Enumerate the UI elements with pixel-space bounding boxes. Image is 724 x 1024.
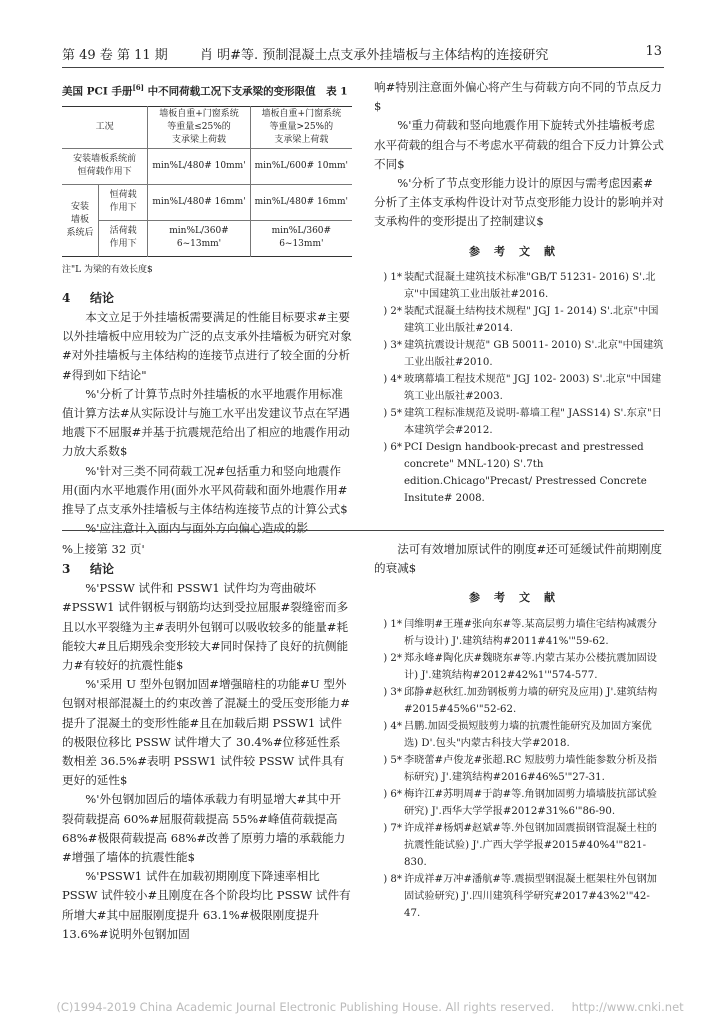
paragraph: %'重力荷载和竖向地震作用下旋转式外挂墙板考虑水平荷载的组合与不考虑水平荷载的组合下反力计算公式不同$: [374, 118, 664, 171]
reference-item: ) 2* 装配式混凝土结构技术规程" JGJ 1- 2014) S'.北京"中国建筑工业出版社#2014.: [383, 305, 659, 334]
table-cell: min%L/480# 16mm': [254, 196, 348, 207]
journal-issue: 第 49 卷 第 11 期: [62, 48, 168, 63]
upper-right-column: [374, 78, 664, 507]
paragraph: %'PSSW 试件和 PSSW1 试件均为弯曲破坏#PSSW1 试件钢板与钢筋均达到受拉屈服#裂缝密而多且以水平裂缝为主#表明外包钢可以吸收较多的能量#耗能较大#且后期残余变形较大#同时保持了良好的抗侧能力#有较好的抗震性能$: [62, 581, 349, 673]
table-cell: min%L/360# 6~13mm': [271, 226, 332, 250]
lower-right-column: [374, 540, 664, 922]
table-cell: min%L/360# 6~13mm': [148, 220, 250, 256]
running-header: [62, 44, 662, 64]
table-cell: min%L/480# 16mm': [148, 184, 250, 220]
header-title: 预制混凝土点支承外挂墙板与主体结构的连接研究: [262, 48, 549, 63]
page-number: 13: [645, 44, 662, 59]
paragraph: %'应注意计入面内与面外方向偏心造成的影: [85, 521, 309, 536]
paragraph: %'PSSW1 试件在加载初期刚度下降速率相比 PSSW 试件较小#且刚度在各个阶段均比 PSSW 试件有所增大#其中屈服刚度提升 63.1%#极限刚度提升 13.6%#说明外包钢加固: [62, 869, 351, 941]
header-rule: [62, 67, 664, 68]
table-header-col2: 墙板自重+门窗系统 等重量>25%的 支承梁上荷载: [261, 108, 342, 145]
reference-item: ) 5* 建筑工程标准规范及说明-幕墙工程" JASS14) S'.东京"日本建筑学会#2012.: [383, 407, 662, 436]
paragraph: %'针对三类不同荷载工况#包括重力和竖向地震作用(面内水平地震作用(面外水平风荷载和面外地震作用#推导了点支承外挂墙板与主体结构连接节点的计算公式$: [62, 463, 348, 516]
table-note: 注"L 为梁的有效长度$: [62, 264, 153, 275]
copyright-footer: [30, 1000, 710, 1014]
header-left: [62, 44, 548, 63]
reference-item: ) 6* 梅许江#苏明周#于韵#等.角钢加固剪力墙墙肢抗部试验研究) J'.西华大学学报#2012#31%6'"86-90.: [383, 788, 657, 817]
paragraph: 法可有效增加原试件的刚度#还可延缓试件前期刚度的衰减$: [374, 542, 662, 576]
header-authors: 肖 明#等.: [200, 48, 259, 63]
table-row-label: 恒荷载 作用下: [99, 184, 148, 220]
reference-list: [374, 269, 664, 507]
continuation-note: %上接第 32 页': [62, 542, 145, 556]
table-cell: min%L/480# 10mm': [148, 148, 250, 184]
deformation-limit-table: [62, 106, 352, 257]
paragraph: 本文立足于外挂墙板需要满足的性能目标要求#主要以外挂墙板中应用较为广泛的点支承外挂墙板为研究对象#对外挂墙板与主体结构的连接节点进行了较全面的分析#得到如下结论": [62, 309, 352, 382]
reference-item: ) 4* 吕鹏.加固受损短肢剪力墙的抗震性能研究及加固方案优选) D'.包头"内蒙古科技大学#2018.: [383, 720, 652, 749]
reference-item: ) 3* 邱静#赵秋红.加劲钢板剪力墙的研究及应用) J'.建筑结构#2015#45%6'"52-62.: [383, 686, 658, 715]
reference-item: ) 5* 李晓蕾#卢俊龙#张超.RC 短肢剪力墙性能参数分析及指标研究) J'.建筑结构#2016#46%5'"27-31.: [383, 754, 657, 783]
reference-item: ) 1* 闫维明#王瑾#张向东#等.某高层剪力墙住宅结构减震分析与设计) J'.建筑结构#2011#41%'"59-62.: [383, 618, 657, 647]
paragraph: %'分析了节点变形能力设计的原因与需考虑因素#分析了主体支承构件设计对节点变形能力设计的影响并对支承构件的变形提出了控制建议$: [374, 176, 664, 229]
table-group-label: 安装 墙板 系统后: [62, 184, 99, 256]
upper-left-column: [62, 78, 352, 538]
section-heading-3: 3 结论: [62, 562, 115, 577]
table-caption: 美国 PCI 手册[6] 中不同荷载工况下支承梁的变形限值 表 1: [62, 83, 348, 98]
reference-item: ) 6* PCI Design handbook-precast and prestressed concrete" MNL-120) S'.7th edition.Chicago"Precast/ Prestressed Concrete Insitute# 2008.: [383, 441, 647, 504]
paragraph: 响#特别注意面外偏心将产生与荷载方向不同的节点反力$: [374, 80, 662, 114]
reference-list: [374, 616, 664, 922]
table-header-case: 工况: [62, 106, 148, 148]
reference-item: ) 4* 玻璃幕墙工程技术规范" JGJ 102- 2003) S'.北京"中国建筑工业出版社#2003.: [383, 373, 662, 402]
table-row-label: 安装墙板系统前 恒荷载作用下: [62, 148, 148, 184]
references-title: 参考文献: [469, 244, 569, 258]
lower-left-column: [62, 540, 352, 944]
reference-item: ) 1* 装配式混凝土建筑技术标准"GB/T 51231- 2016) S'.北京"中国建筑工业出版社#2016.: [383, 271, 656, 300]
paragraph: %'外包钢加固后的墙体承载力有明显增大#其中开裂荷载提高 60%#屈服荷载提高 55%#峰值荷载提高 68%#极限荷载提高 68%#改善了原剪力墙的承载能力#增强了墙体的抗震性能$: [62, 792, 346, 865]
copyright-text: (C)1994-2019 China Academic Journal Electronic Publishing House. All rights reserved.: [56, 1000, 555, 1014]
section-heading-4: 4 结论: [62, 290, 115, 305]
reference-item: ) 2* 郑永峰#陶化庆#魏晓东#等.内蒙古某办公楼抗震加固设计) J'.建筑结构#2012#42%1'"574-577.: [383, 652, 657, 681]
reference-item: ) 8* 许成祥#万冲#潘航#等.震损型钢混凝土框架柱外包钢加固试验研究) J'.四川建筑科学研究#2017#43%2'"42-47.: [383, 873, 657, 919]
reference-item: ) 3* 建筑抗震设计规范" GB 50011- 2010) S'.北京"中国建筑工业出版社#2010.: [383, 339, 664, 368]
table-cell: min%L/600# 10mm': [254, 160, 348, 171]
cnki-link[interactable]: http://www.cnki.net: [571, 1000, 684, 1014]
table-row-label: 活荷载 作用下: [99, 220, 148, 256]
reference-item: ) 7* 许成祥#杨炳#赵斌#等.外包钢加固震损钢管混凝土柱的抗震性能试验) J'.广西大学学报#2015#40%4'"821-830.: [383, 822, 657, 868]
article-separator-rule: [62, 530, 664, 531]
paragraph: %'采用 U 型外包钢加固#增强暗柱的功能#U 型外包钢对根部混凝土的约束改善了混凝土的受压变形能力#提升了混凝土的变形性能#且在加载后期 PSSW1 试件的极限位移比 PSSW 试件增大了 30.4%#位移延性系数相差 36.5%#表明 PSSW1 试件较 PSSW 试件具有更好的延性$: [62, 677, 350, 788]
paragraph: %'分析了计算节点时外挂墙板的水平地震作用标准值计算方法#从实际设计与施工水平出发建议节点在罕遇地震下不屈服#并基于抗震规范给出了相应的地震作用动力放大系数$: [62, 386, 350, 459]
references-title: 参考文献: [469, 591, 569, 605]
table-header-col1: 墙板自重+门窗系统 等重量≤25%的 支承梁上荷载: [148, 106, 250, 148]
